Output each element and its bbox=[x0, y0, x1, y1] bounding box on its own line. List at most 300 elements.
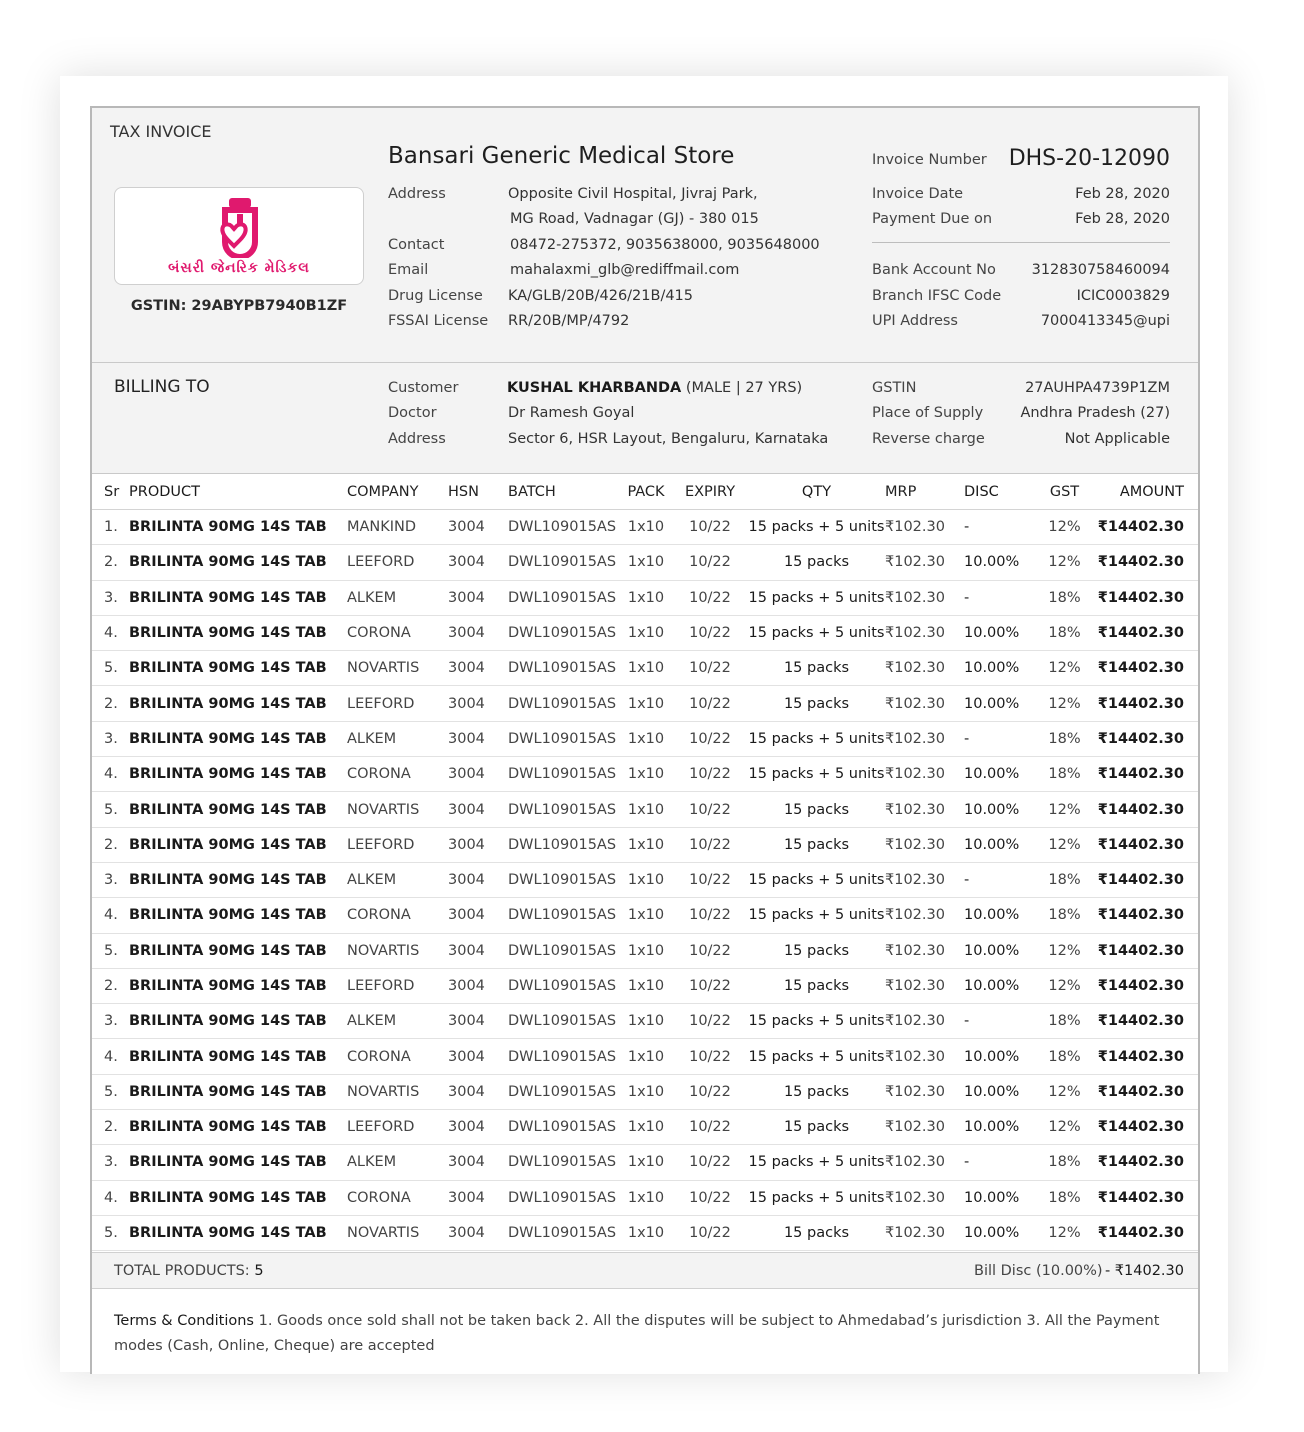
cell-hsn: 3004 bbox=[448, 580, 508, 615]
cell-amount: ₹14402.30 bbox=[1086, 1180, 1198, 1215]
cell-amount: ₹14402.30 bbox=[1086, 1004, 1198, 1039]
cell-pack: 1x10 bbox=[620, 898, 672, 933]
cell-hsn: 3004 bbox=[448, 757, 508, 792]
cell-batch: DWL109015AS bbox=[508, 1215, 620, 1250]
cell-amount: ₹14402.30 bbox=[1086, 721, 1198, 756]
cell-expiry: 10/22 bbox=[672, 580, 748, 615]
cell-company: MANKIND bbox=[347, 510, 448, 545]
cell-gst: 12% bbox=[1043, 1110, 1086, 1145]
cell-product: BRILINTA 90MG 14S TAB bbox=[129, 545, 347, 580]
cell-mrp: ₹102.30 bbox=[885, 651, 964, 686]
cell-qty: 15 packs bbox=[748, 651, 885, 686]
cell-sr: 3. bbox=[92, 1145, 129, 1180]
cell-sr: 5. bbox=[92, 651, 129, 686]
cell-product: BRILINTA 90MG 14S TAB bbox=[129, 933, 347, 968]
cell-sr: 3. bbox=[92, 721, 129, 756]
cell-expiry: 10/22 bbox=[672, 1145, 748, 1180]
cell-pack: 1x10 bbox=[620, 686, 672, 721]
cell-batch: DWL109015AS bbox=[508, 792, 620, 827]
contact-label: Contact bbox=[388, 237, 445, 253]
cell-product: BRILINTA 90MG 14S TAB bbox=[129, 898, 347, 933]
cell-disc: 10.00% bbox=[964, 792, 1043, 827]
cell-expiry: 10/22 bbox=[672, 510, 748, 545]
cell-qty: 15 packs + 5 units bbox=[748, 757, 885, 792]
cell-disc: - bbox=[964, 862, 1043, 897]
cell-company: CORONA bbox=[347, 1180, 448, 1215]
cell-batch: DWL109015AS bbox=[508, 757, 620, 792]
cell-company: NOVARTIS bbox=[347, 651, 448, 686]
cell-qty: 15 packs bbox=[748, 1074, 885, 1109]
customer-meta: (MALE | 27 YRS) bbox=[681, 380, 803, 396]
cell-product: BRILINTA 90MG 14S TAB bbox=[129, 1145, 347, 1180]
cell-qty: 15 packs + 5 units bbox=[748, 1145, 885, 1180]
bank-account-label: Bank Account No bbox=[872, 262, 996, 278]
cell-disc: - bbox=[964, 510, 1043, 545]
cell-expiry: 10/22 bbox=[672, 862, 748, 897]
cell-company: LEEFORD bbox=[347, 545, 448, 580]
table-row bbox=[92, 580, 1198, 615]
cell-disc: 10.00% bbox=[964, 615, 1043, 650]
cell-sr: 5. bbox=[92, 792, 129, 827]
cell-expiry: 10/22 bbox=[672, 898, 748, 933]
invoice-frame bbox=[90, 106, 1200, 1374]
items-table bbox=[92, 474, 1198, 1251]
cell-hsn: 3004 bbox=[448, 545, 508, 580]
cell-mrp: ₹102.30 bbox=[885, 1215, 964, 1250]
table-row bbox=[92, 545, 1198, 580]
cell-product: BRILINTA 90MG 14S TAB bbox=[129, 580, 347, 615]
cell-sr: 3. bbox=[92, 862, 129, 897]
cell-hsn: 3004 bbox=[448, 1004, 508, 1039]
cell-mrp: ₹102.30 bbox=[885, 757, 964, 792]
cell-hsn: 3004 bbox=[448, 1074, 508, 1109]
cell-disc: 10.00% bbox=[964, 898, 1043, 933]
cell-product: BRILINTA 90MG 14S TAB bbox=[129, 1074, 347, 1109]
table-row bbox=[92, 510, 1198, 545]
cell-sr: 2. bbox=[92, 686, 129, 721]
cell-disc: 10.00% bbox=[964, 686, 1043, 721]
cell-company: LEEFORD bbox=[347, 1110, 448, 1145]
email-value: mahalaxmi_glb@rediffmail.com bbox=[510, 262, 740, 278]
cell-mrp: ₹102.30 bbox=[885, 792, 964, 827]
store-name: Bansari Generic Medical Store bbox=[388, 143, 735, 169]
cell-sr: 3. bbox=[92, 1004, 129, 1039]
table-row bbox=[92, 1215, 1198, 1250]
fssai-license-value: RR/20B/MP/4792 bbox=[508, 313, 630, 329]
tax-invoice-title: TAX INVOICE bbox=[110, 122, 212, 141]
cell-hsn: 3004 bbox=[448, 721, 508, 756]
store-logo bbox=[114, 187, 364, 285]
cell-amount: ₹14402.30 bbox=[1086, 757, 1198, 792]
cell-qty: 15 packs bbox=[748, 686, 885, 721]
cell-product: BRILINTA 90MG 14S TAB bbox=[129, 1039, 347, 1074]
cell-gst: 12% bbox=[1043, 968, 1086, 1003]
table-row bbox=[92, 1074, 1198, 1109]
cell-company: LEEFORD bbox=[347, 686, 448, 721]
col-qty: QTY bbox=[748, 474, 885, 510]
header-divider bbox=[872, 242, 1170, 243]
fssai-license-label: FSSAI License bbox=[388, 313, 489, 329]
cell-qty: 15 packs bbox=[748, 827, 885, 862]
cell-mrp: ₹102.30 bbox=[885, 510, 964, 545]
cell-batch: DWL109015AS bbox=[508, 1180, 620, 1215]
cell-qty: 15 packs bbox=[748, 968, 885, 1003]
cell-hsn: 3004 bbox=[448, 686, 508, 721]
cell-company: CORONA bbox=[347, 757, 448, 792]
cell-qty: 15 packs + 5 units bbox=[748, 1180, 885, 1215]
cell-mrp: ₹102.30 bbox=[885, 968, 964, 1003]
cell-batch: DWL109015AS bbox=[508, 1004, 620, 1039]
cell-pack: 1x10 bbox=[620, 827, 672, 862]
cell-gst: 18% bbox=[1043, 615, 1086, 650]
table-row bbox=[92, 1145, 1198, 1180]
cell-expiry: 10/22 bbox=[672, 757, 748, 792]
bill-discount-amount: - ₹1402.30 bbox=[1104, 1263, 1184, 1279]
cell-pack: 1x10 bbox=[620, 615, 672, 650]
cell-expiry: 10/22 bbox=[672, 792, 748, 827]
cell-gst: 18% bbox=[1043, 1039, 1086, 1074]
reverse-charge-label: Reverse charge bbox=[872, 431, 985, 447]
cell-qty: 15 packs + 5 units bbox=[748, 510, 885, 545]
cell-product: BRILINTA 90MG 14S TAB bbox=[129, 968, 347, 1003]
cell-batch: DWL109015AS bbox=[508, 721, 620, 756]
cell-gst: 12% bbox=[1043, 933, 1086, 968]
cell-hsn: 3004 bbox=[448, 1180, 508, 1215]
cell-sr: 1. bbox=[92, 510, 129, 545]
cell-batch: DWL109015AS bbox=[508, 545, 620, 580]
cell-gst: 12% bbox=[1043, 1215, 1086, 1250]
cell-mrp: ₹102.30 bbox=[885, 580, 964, 615]
billing-address-label: Address bbox=[388, 431, 446, 447]
cell-pack: 1x10 bbox=[620, 580, 672, 615]
cell-qty: 15 packs bbox=[748, 1215, 885, 1250]
cell-qty: 15 packs bbox=[748, 1110, 885, 1145]
cell-batch: DWL109015AS bbox=[508, 827, 620, 862]
address-line-1: Opposite Civil Hospital, Jivraj Park, bbox=[508, 186, 758, 202]
cell-batch: DWL109015AS bbox=[508, 686, 620, 721]
cell-mrp: ₹102.30 bbox=[885, 1039, 964, 1074]
cell-disc: 10.00% bbox=[964, 1074, 1043, 1109]
address-line-2: MG Road, Vadnagar (GJ) - 380 015 bbox=[510, 211, 759, 227]
cell-gst: 12% bbox=[1043, 1074, 1086, 1109]
upi-label: UPI Address bbox=[872, 313, 958, 329]
cell-pack: 1x10 bbox=[620, 721, 672, 756]
cell-batch: DWL109015AS bbox=[508, 862, 620, 897]
cell-sr: 5. bbox=[92, 1215, 129, 1250]
cell-mrp: ₹102.30 bbox=[885, 827, 964, 862]
drug-license-value: KA/GLB/20B/426/21B/415 bbox=[508, 288, 694, 304]
place-of-supply: Andhra Pradesh (27) bbox=[1020, 405, 1170, 421]
cell-disc: - bbox=[964, 721, 1043, 756]
col-gst: GST bbox=[1043, 474, 1086, 510]
cell-amount: ₹14402.30 bbox=[1086, 898, 1198, 933]
cell-sr: 4. bbox=[92, 898, 129, 933]
cell-batch: DWL109015AS bbox=[508, 1110, 620, 1145]
cell-pack: 1x10 bbox=[620, 510, 672, 545]
table-row bbox=[92, 686, 1198, 721]
doctor-label: Doctor bbox=[388, 405, 437, 421]
cell-mrp: ₹102.30 bbox=[885, 1145, 964, 1180]
cell-company: CORONA bbox=[347, 615, 448, 650]
cell-expiry: 10/22 bbox=[672, 1110, 748, 1145]
cell-batch: DWL109015AS bbox=[508, 1074, 620, 1109]
cell-hsn: 3004 bbox=[448, 510, 508, 545]
cell-sr: 4. bbox=[92, 1039, 129, 1074]
table-row bbox=[92, 1004, 1198, 1039]
cell-pack: 1x10 bbox=[620, 1039, 672, 1074]
cell-mrp: ₹102.30 bbox=[885, 1074, 964, 1109]
col-sr: Sr bbox=[92, 474, 129, 510]
cell-amount: ₹14402.30 bbox=[1086, 580, 1198, 615]
ifsc-label: Branch IFSC Code bbox=[872, 288, 1002, 304]
cell-expiry: 10/22 bbox=[672, 545, 748, 580]
customer-label: Customer bbox=[388, 380, 459, 396]
cell-batch: DWL109015AS bbox=[508, 651, 620, 686]
cell-hsn: 3004 bbox=[448, 1039, 508, 1074]
cell-sr: 2. bbox=[92, 968, 129, 1003]
table-row bbox=[92, 1110, 1198, 1145]
cell-qty: 15 packs + 5 units bbox=[748, 721, 885, 756]
total-products-count: 5 bbox=[254, 1263, 264, 1279]
cell-gst: 12% bbox=[1043, 510, 1086, 545]
cell-pack: 1x10 bbox=[620, 1110, 672, 1145]
table-row bbox=[92, 933, 1198, 968]
cell-gst: 12% bbox=[1043, 545, 1086, 580]
cell-batch: DWL109015AS bbox=[508, 1039, 620, 1074]
cell-pack: 1x10 bbox=[620, 968, 672, 1003]
cell-expiry: 10/22 bbox=[672, 933, 748, 968]
col-company: COMPANY bbox=[347, 474, 448, 510]
invoice-number: DHS-20-12090 bbox=[1008, 146, 1170, 171]
cell-hsn: 3004 bbox=[448, 1145, 508, 1180]
cell-expiry: 10/22 bbox=[672, 615, 748, 650]
terms-text: 1. Goods once sold shall not be taken back 2. All the disputes will be subject to Ahmedabad’s jurisdiction 3. All the Payment modes (Cash, Online, Cheque) are accepted bbox=[114, 1313, 1160, 1354]
cell-company: NOVARTIS bbox=[347, 1074, 448, 1109]
cell-disc: - bbox=[964, 1145, 1043, 1180]
cell-pack: 1x10 bbox=[620, 862, 672, 897]
cell-company: CORONA bbox=[347, 1039, 448, 1074]
cell-amount: ₹14402.30 bbox=[1086, 510, 1198, 545]
bank-account-value: 312830758460094 bbox=[1031, 262, 1170, 278]
cell-company: NOVARTIS bbox=[347, 792, 448, 827]
table-row bbox=[92, 757, 1198, 792]
cell-gst: 12% bbox=[1043, 686, 1086, 721]
medicine-bottle-heart-icon bbox=[213, 196, 267, 258]
cell-pack: 1x10 bbox=[620, 1180, 672, 1215]
contact-value: 08472-275372, 9035638000, 9035648000 bbox=[510, 237, 820, 253]
cell-company: LEEFORD bbox=[347, 968, 448, 1003]
col-batch: BATCH bbox=[508, 474, 620, 510]
cell-product: BRILINTA 90MG 14S TAB bbox=[129, 757, 347, 792]
cell-disc: 10.00% bbox=[964, 651, 1043, 686]
cell-disc: 10.00% bbox=[964, 1110, 1043, 1145]
cell-hsn: 3004 bbox=[448, 615, 508, 650]
cell-company: NOVARTIS bbox=[347, 1215, 448, 1250]
cell-qty: 15 packs + 5 units bbox=[748, 862, 885, 897]
cell-sr: 4. bbox=[92, 615, 129, 650]
cell-qty: 15 packs bbox=[748, 545, 885, 580]
table-row bbox=[92, 898, 1198, 933]
cell-hsn: 3004 bbox=[448, 933, 508, 968]
cell-disc: 10.00% bbox=[964, 757, 1043, 792]
cell-product: BRILINTA 90MG 14S TAB bbox=[129, 792, 347, 827]
cell-gst: 12% bbox=[1043, 651, 1086, 686]
cell-qty: 15 packs + 5 units bbox=[748, 1004, 885, 1039]
cell-mrp: ₹102.30 bbox=[885, 862, 964, 897]
cell-pack: 1x10 bbox=[620, 792, 672, 827]
cell-mrp: ₹102.30 bbox=[885, 1180, 964, 1215]
cell-product: BRILINTA 90MG 14S TAB bbox=[129, 615, 347, 650]
cell-disc: 10.00% bbox=[964, 545, 1043, 580]
table-row bbox=[92, 721, 1198, 756]
cell-product: BRILINTA 90MG 14S TAB bbox=[129, 721, 347, 756]
cell-disc: - bbox=[964, 580, 1043, 615]
cell-pack: 1x10 bbox=[620, 757, 672, 792]
cell-hsn: 3004 bbox=[448, 1110, 508, 1145]
address-label: Address bbox=[388, 186, 446, 202]
cell-disc: 10.00% bbox=[964, 1039, 1043, 1074]
customer-name: KUSHAL KHARBANDA bbox=[507, 380, 682, 396]
cell-expiry: 10/22 bbox=[672, 1215, 748, 1250]
cell-product: BRILINTA 90MG 14S TAB bbox=[129, 1215, 347, 1250]
cell-amount: ₹14402.30 bbox=[1086, 545, 1198, 580]
email-label: Email bbox=[388, 262, 429, 278]
invoice-number-label: Invoice Number bbox=[872, 152, 987, 168]
cell-gst: 18% bbox=[1043, 1180, 1086, 1215]
cell-sr: 5. bbox=[92, 933, 129, 968]
cell-batch: DWL109015AS bbox=[508, 898, 620, 933]
cell-product: BRILINTA 90MG 14S TAB bbox=[129, 1110, 347, 1145]
table-row bbox=[92, 792, 1198, 827]
cell-company: CORONA bbox=[347, 898, 448, 933]
cell-qty: 15 packs bbox=[748, 792, 885, 827]
cell-expiry: 10/22 bbox=[672, 1004, 748, 1039]
table-row bbox=[92, 615, 1198, 650]
cell-company: ALKEM bbox=[347, 1145, 448, 1180]
cell-expiry: 10/22 bbox=[672, 721, 748, 756]
cell-qty: 15 packs + 5 units bbox=[748, 615, 885, 650]
cell-disc: 10.00% bbox=[964, 827, 1043, 862]
invoice-header bbox=[92, 108, 1198, 363]
table-row bbox=[92, 651, 1198, 686]
cell-expiry: 10/22 bbox=[672, 1180, 748, 1215]
cell-amount: ₹14402.30 bbox=[1086, 1074, 1198, 1109]
cell-disc: 10.00% bbox=[964, 1180, 1043, 1215]
store-gstin: GSTIN: 29ABYPB7940B1ZF bbox=[130, 298, 348, 314]
cell-sr: 2. bbox=[92, 827, 129, 862]
cell-batch: DWL109015AS bbox=[508, 933, 620, 968]
cell-expiry: 10/22 bbox=[672, 1074, 748, 1109]
ifsc-value: ICIC0003829 bbox=[1076, 288, 1170, 304]
cell-product: BRILINTA 90MG 14S TAB bbox=[129, 1180, 347, 1215]
cell-company: LEEFORD bbox=[347, 827, 448, 862]
cell-hsn: 3004 bbox=[448, 898, 508, 933]
cell-mrp: ₹102.30 bbox=[885, 686, 964, 721]
cell-batch: DWL109015AS bbox=[508, 510, 620, 545]
cell-batch: DWL109015AS bbox=[508, 580, 620, 615]
upi-value: 7000413345@upi bbox=[1040, 313, 1170, 329]
cell-company: ALKEM bbox=[347, 721, 448, 756]
cell-mrp: ₹102.30 bbox=[885, 898, 964, 933]
cell-expiry: 10/22 bbox=[672, 651, 748, 686]
table-row bbox=[92, 827, 1198, 862]
terms-and-conditions bbox=[114, 1309, 1174, 1359]
cell-mrp: ₹102.30 bbox=[885, 1004, 964, 1039]
cell-mrp: ₹102.30 bbox=[885, 933, 964, 968]
cell-qty: 15 packs bbox=[748, 933, 885, 968]
place-of-supply-label: Place of Supply bbox=[872, 405, 984, 421]
cell-mrp: ₹102.30 bbox=[885, 615, 964, 650]
cell-product: BRILINTA 90MG 14S TAB bbox=[129, 651, 347, 686]
cell-pack: 1x10 bbox=[620, 933, 672, 968]
customer-info bbox=[507, 379, 802, 397]
cell-amount: ₹14402.30 bbox=[1086, 1145, 1198, 1180]
cell-qty: 15 packs + 5 units bbox=[748, 580, 885, 615]
cell-company: NOVARTIS bbox=[347, 933, 448, 968]
cell-pack: 1x10 bbox=[620, 1215, 672, 1250]
cell-disc: 10.00% bbox=[964, 968, 1043, 1003]
cell-expiry: 10/22 bbox=[672, 968, 748, 1003]
cell-pack: 1x10 bbox=[620, 1145, 672, 1180]
totals-bar bbox=[92, 1252, 1198, 1289]
cell-pack: 1x10 bbox=[620, 1074, 672, 1109]
cell-hsn: 3004 bbox=[448, 792, 508, 827]
col-product: PRODUCT bbox=[129, 474, 347, 510]
cell-sr: 4. bbox=[92, 1180, 129, 1215]
cell-amount: ₹14402.30 bbox=[1086, 933, 1198, 968]
cell-gst: 18% bbox=[1043, 1004, 1086, 1039]
cell-sr: 4. bbox=[92, 757, 129, 792]
cell-hsn: 3004 bbox=[448, 968, 508, 1003]
cell-qty: 15 packs + 5 units bbox=[748, 1039, 885, 1074]
customer-gstin: 27AUHPA4739P1ZM bbox=[1025, 380, 1170, 396]
cell-company: ALKEM bbox=[347, 862, 448, 897]
cell-gst: 18% bbox=[1043, 862, 1086, 897]
logo-text: બંસરી જેનરિક મેડિકલ bbox=[168, 260, 310, 276]
billing-section bbox=[92, 363, 1198, 474]
cell-batch: DWL109015AS bbox=[508, 1145, 620, 1180]
col-mrp: MRP bbox=[885, 474, 964, 510]
billing-title: BILLING TO bbox=[114, 377, 210, 397]
col-pack: PACK bbox=[620, 474, 672, 510]
cell-sr: 2. bbox=[92, 1110, 129, 1145]
cell-mrp: ₹102.30 bbox=[885, 545, 964, 580]
cell-product: BRILINTA 90MG 14S TAB bbox=[129, 510, 347, 545]
payment-due-label: Payment Due on bbox=[872, 211, 993, 227]
terms-title: Terms & Conditions bbox=[114, 1313, 254, 1329]
billing-address: Sector 6, HSR Layout, Bengaluru, Karnataka bbox=[508, 431, 829, 447]
cell-product: BRILINTA 90MG 14S TAB bbox=[129, 862, 347, 897]
cell-hsn: 3004 bbox=[448, 862, 508, 897]
cell-expiry: 10/22 bbox=[672, 686, 748, 721]
cell-gst: 18% bbox=[1043, 721, 1086, 756]
bill-discount-label: Bill Disc (10.00%) bbox=[974, 1263, 1103, 1279]
cell-pack: 1x10 bbox=[620, 545, 672, 580]
cell-amount: ₹14402.30 bbox=[1086, 792, 1198, 827]
cell-amount: ₹14402.30 bbox=[1086, 968, 1198, 1003]
cell-pack: 1x10 bbox=[620, 1004, 672, 1039]
cell-gst: 12% bbox=[1043, 827, 1086, 862]
reverse-charge: Not Applicable bbox=[1064, 431, 1170, 447]
table-row bbox=[92, 968, 1198, 1003]
col-amount: AMOUNT bbox=[1086, 474, 1198, 510]
payment-due-date: Feb 28, 2020 bbox=[1075, 211, 1170, 227]
cell-gst: 12% bbox=[1043, 792, 1086, 827]
cell-disc: 10.00% bbox=[964, 1215, 1043, 1250]
cell-company: ALKEM bbox=[347, 580, 448, 615]
cell-amount: ₹14402.30 bbox=[1086, 1215, 1198, 1250]
cell-batch: DWL109015AS bbox=[508, 968, 620, 1003]
